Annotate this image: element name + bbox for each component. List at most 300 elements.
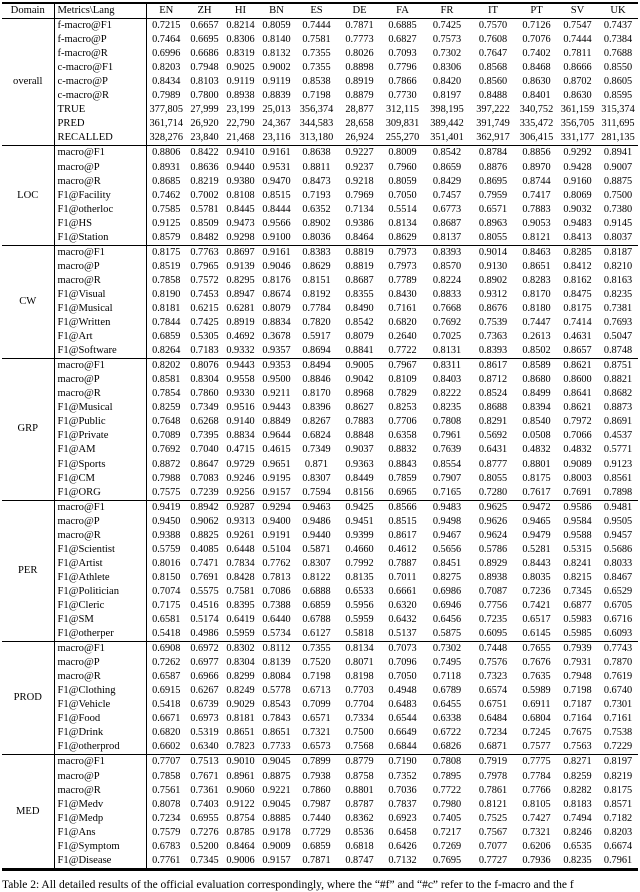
column-header: UK — [610, 5, 626, 16]
value-cell: 0.871 — [304, 458, 329, 470]
table-row — [2, 359, 638, 374]
value-cell: 0.7050 — [388, 671, 417, 683]
metric-cell: F1@Food — [54, 712, 146, 726]
value-cell: 0.6268 — [190, 416, 219, 428]
value-cell: 0.8968 — [345, 388, 374, 400]
value-cell: 0.6946 — [432, 599, 462, 611]
value-cell: 0.7989 — [152, 90, 181, 102]
value-cell: 0.8259 — [152, 402, 181, 414]
value-cell: 0.9032 — [563, 203, 592, 215]
value-cell: 0.7276 — [190, 826, 219, 838]
value-cell: 0.8304 — [190, 374, 219, 386]
value-cell: 0.6657 — [190, 20, 219, 32]
value-cell: 0.7762 — [262, 557, 291, 569]
value-cell: 0.8443 — [522, 557, 551, 569]
value-cell: 0.9625 — [478, 501, 508, 513]
metric-cell: F1@Private — [54, 429, 146, 443]
value-cell: 0.6671 — [152, 713, 181, 725]
metric-cell: F1@Visual — [54, 288, 146, 302]
value-cell: 0.8651 — [262, 727, 291, 739]
value-cell: 0.8473 — [302, 175, 331, 187]
value-cell: 0.5989 — [522, 685, 551, 697]
value-cell: 0.5137 — [388, 628, 417, 640]
value-cell: 0.7693 — [603, 317, 633, 329]
metric-cell: macro@R — [54, 274, 146, 288]
value-cell: 0.7352 — [388, 770, 417, 782]
value-cell: 0.9246 — [226, 472, 255, 484]
value-cell: 0.5200 — [190, 840, 219, 852]
table-row — [2, 19, 638, 34]
value-cell: 0.8175 — [563, 302, 592, 314]
metric-cell: macro@F1 — [54, 146, 146, 161]
value-cell: 0.9451 — [345, 515, 374, 527]
table-row — [2, 89, 638, 103]
value-cell: 0.6649 — [388, 727, 417, 739]
table-row — [2, 613, 638, 627]
value-cell: 0.8105 — [522, 798, 551, 810]
value-cell: 0.7076 — [522, 34, 551, 46]
value-cell: 0.9046 — [262, 260, 291, 272]
value-cell: 0.7860 — [302, 784, 331, 796]
value-cell: 0.9060 — [226, 784, 255, 796]
table-row — [2, 712, 638, 726]
value-cell: 0.8176 — [262, 274, 291, 286]
value-cell: 0.7175 — [152, 599, 181, 611]
value-cell: 26,920 — [190, 118, 219, 130]
column-header: Domain — [2, 3, 54, 19]
metric-cell: F1@Software — [54, 344, 146, 359]
value-cell: 0.7395 — [190, 430, 219, 442]
value-cell: 0.7280 — [478, 486, 508, 498]
value-cell: 0.7688 — [603, 48, 633, 60]
value-cell: 0.8121 — [522, 231, 551, 243]
metric-cell: F1@Medv — [54, 798, 146, 812]
value-cell: 0.8941 — [603, 147, 633, 159]
value-cell: 0.7617 — [522, 486, 551, 498]
value-cell: 0.8538 — [302, 76, 331, 88]
value-cell: 0.6127 — [302, 628, 331, 640]
table-row — [2, 373, 638, 387]
value-cell: 0.7730 — [388, 90, 417, 102]
value-cell: 0.9443 — [262, 402, 291, 414]
value-cell: 0.7883 — [522, 203, 551, 215]
value-cell: 0.8694 — [302, 345, 331, 357]
value-cell: 0.9221 — [262, 784, 291, 796]
value-cell: 0.5771 — [603, 444, 633, 456]
value-cell: 0.7961 — [432, 430, 462, 442]
value-cell: 0.7870 — [603, 657, 633, 669]
value-cell: 0.7234 — [478, 727, 508, 739]
value-cell: 0.4660 — [345, 543, 374, 555]
value-cell: 0.8033 — [603, 557, 633, 569]
metric-cell: macro@P — [54, 161, 146, 175]
value-cell: 0.8509 — [190, 217, 219, 229]
domain-section — [2, 642, 638, 755]
value-cell: 0.8445 — [226, 203, 255, 215]
table-row — [2, 599, 638, 613]
metric-cell: f-macro@R — [54, 47, 146, 61]
value-cell: 0.9588 — [563, 529, 592, 541]
value-cell: 0.9357 — [262, 345, 291, 357]
value-cell: 0.7843 — [262, 713, 291, 725]
value-cell: 0.7217 — [432, 826, 462, 838]
value-cell: 0.7547 — [563, 20, 592, 32]
value-cell: 0.8879 — [345, 90, 374, 102]
value-cell: 0.8819 — [345, 246, 374, 258]
value-cell: 0.7302 — [432, 48, 462, 60]
value-cell: 0.8428 — [226, 571, 255, 583]
value-cell: 0.8839 — [262, 90, 291, 102]
value-cell: 0.9481 — [603, 501, 633, 513]
value-cell: 0.8468 — [522, 62, 551, 74]
value-cell: 0.7363 — [478, 331, 508, 343]
table-row — [2, 274, 638, 288]
value-cell: 0.9624 — [478, 529, 508, 541]
value-cell: 0.9516 — [226, 402, 255, 414]
value-cell: 0.8571 — [603, 798, 633, 810]
metric-cell: macro@R — [54, 670, 146, 684]
column-header: BN — [269, 5, 284, 16]
value-cell: 0.9380 — [226, 175, 255, 187]
value-cell: 0.7691 — [563, 486, 592, 498]
table-row — [2, 429, 638, 443]
value-cell: 0.9353 — [262, 360, 291, 372]
value-cell: 0.9457 — [603, 529, 633, 541]
metric-cell: macro@P — [54, 770, 146, 784]
value-cell: 0.8383 — [302, 246, 331, 258]
value-cell: 0.8856 — [522, 147, 551, 159]
value-cell: 0.6820 — [152, 727, 181, 739]
column-header: Metrics\Lang — [54, 3, 146, 19]
value-cell: 0.8605 — [603, 76, 633, 88]
value-cell: 335,472 — [519, 118, 554, 130]
table-row — [2, 458, 638, 472]
value-cell: 0.7961 — [603, 854, 633, 866]
value-cell: 0.4986 — [190, 628, 219, 640]
value-cell: 0.9479 — [522, 529, 551, 541]
value-cell: 0.8947 — [226, 288, 255, 300]
value-cell: 0.8568 — [478, 62, 508, 74]
value-cell: 0.6818 — [345, 840, 374, 852]
value-cell: 0.8747 — [345, 854, 374, 866]
value-cell: 0.9626 — [478, 515, 508, 527]
value-cell: 0.7345 — [563, 585, 592, 597]
value-cell: 0.8267 — [302, 416, 331, 428]
value-cell: 0.8181 — [152, 302, 181, 314]
value-cell: 0.9388 — [152, 529, 181, 541]
value-cell: 0.8680 — [522, 374, 551, 386]
value-cell: 0.8784 — [478, 147, 508, 159]
metric-cell: F1@SM — [54, 613, 146, 627]
value-cell: 0.8898 — [345, 62, 374, 74]
value-cell: 0.8787 — [345, 798, 374, 810]
value-cell: 0.9440 — [226, 161, 255, 173]
table-row — [2, 316, 638, 330]
table-row — [2, 755, 638, 770]
value-cell: 0.6686 — [190, 48, 219, 60]
value-cell: 0.8873 — [603, 402, 633, 414]
value-cell: 0.8069 — [563, 189, 592, 201]
value-cell: 0.7647 — [478, 48, 508, 60]
value-cell: 0.6888 — [302, 585, 331, 597]
value-cell: 0.6804 — [522, 713, 551, 725]
metric-cell: F1@Public — [54, 415, 146, 429]
value-cell: 0.9470 — [262, 175, 291, 187]
metric-cell: macro@R — [54, 387, 146, 401]
value-cell: 0.7494 — [563, 812, 592, 824]
table-row — [2, 798, 638, 812]
value-cell: 0.8319 — [226, 48, 255, 60]
value-cell: 0.7087 — [478, 585, 508, 597]
metric-cell: F1@otherper — [54, 627, 146, 642]
value-cell: 0.8187 — [603, 246, 633, 258]
value-cell: 0.9100 — [262, 231, 291, 243]
value-cell: 0.7581 — [226, 585, 255, 597]
value-cell: 0.8036 — [302, 231, 331, 243]
value-cell: 0.8192 — [302, 288, 331, 300]
value-cell: 0.5875 — [432, 628, 462, 640]
value-cell: 25,013 — [262, 104, 291, 116]
metric-cell: macro@F1 — [54, 245, 146, 260]
value-cell: 0.9029 — [226, 699, 255, 711]
value-cell: 0.8134 — [345, 643, 374, 655]
value-cell: 0.9227 — [345, 147, 374, 159]
metric-cell: macro@R — [54, 784, 146, 798]
table-row — [2, 33, 638, 47]
value-cell: 0.9161 — [262, 147, 291, 159]
value-cell: 0.7766 — [522, 784, 551, 796]
value-cell: 0.8600 — [563, 374, 592, 386]
value-cell: 306,415 — [519, 132, 554, 144]
value-cell: 0.8271 — [563, 756, 592, 768]
value-cell: 0.8197 — [432, 90, 462, 102]
value-cell: 0.5983 — [563, 614, 592, 626]
value-cell: 0.6859 — [302, 599, 331, 611]
value-cell: 0.8134 — [388, 217, 417, 229]
metric-cell: TRUE — [54, 103, 146, 117]
value-cell: 0.6885 — [388, 20, 417, 32]
value-cell: 0.9428 — [563, 161, 592, 173]
value-cell: 0.8629 — [302, 260, 331, 272]
value-cell: 0.8103 — [190, 76, 219, 88]
value-cell: 0.7118 — [433, 671, 461, 683]
value-cell: 0.7692 — [432, 317, 462, 329]
value-cell: 0.6215 — [190, 302, 219, 314]
metric-cell: F1@Art — [54, 330, 146, 344]
value-cell: 313,180 — [299, 132, 334, 144]
value-cell: 0.7302 — [432, 643, 462, 655]
value-cell: 0.7692 — [152, 444, 181, 456]
value-cell: 0.8355 — [345, 288, 374, 300]
value-cell: 0.7775 — [522, 756, 551, 768]
value-cell: 0.8304 — [226, 657, 255, 669]
value-cell: 0.9119 — [262, 76, 291, 88]
column-header: DE — [352, 5, 367, 16]
value-cell: 0.7789 — [388, 274, 417, 286]
value-cell: 311,695 — [601, 118, 635, 130]
value-cell: 0.4537 — [603, 430, 633, 442]
value-cell: 0.6419 — [226, 614, 255, 626]
domain-section — [2, 146, 638, 245]
value-cell: 0.8938 — [226, 90, 255, 102]
value-cell: 0.8758 — [345, 770, 374, 782]
value-cell: 0.6966 — [190, 671, 219, 683]
table-row — [2, 627, 638, 642]
value-cell: 0.8627 — [345, 402, 374, 414]
value-cell: 0.7380 — [603, 203, 633, 215]
value-cell: 0.8131 — [432, 345, 462, 357]
value-cell: 0.7570 — [478, 20, 508, 32]
value-cell: 0.7388 — [262, 599, 291, 611]
metric-cell: F1@Musical — [54, 302, 146, 316]
value-cell: 0.6145 — [522, 628, 551, 640]
value-cell: 21,468 — [226, 132, 255, 144]
value-cell: 0.9161 — [262, 246, 291, 258]
value-cell: 0.7899 — [302, 756, 331, 768]
value-cell: 0.7858 — [152, 770, 181, 782]
value-cell: 0.8536 — [345, 826, 374, 838]
table-row — [2, 75, 638, 89]
value-cell: 0.8676 — [478, 302, 508, 314]
value-cell: 0.9294 — [262, 501, 291, 513]
value-cell: 0.8832 — [388, 444, 417, 456]
value-cell: 0.8657 — [563, 345, 592, 357]
value-cell: 0.6716 — [603, 614, 633, 626]
value-cell: 391,749 — [476, 118, 510, 130]
table-row — [2, 826, 638, 840]
value-cell: 0.4832 — [563, 444, 592, 456]
value-cell: 0.8026 — [345, 48, 374, 60]
value-cell: 0.5818 — [345, 628, 374, 640]
value-cell: 0.7581 — [302, 34, 331, 46]
value-cell: 0.5174 — [190, 614, 219, 626]
value-cell: 0.7969 — [345, 189, 374, 201]
value-cell: 0.8638 — [302, 147, 331, 159]
value-cell: 0.8929 — [478, 557, 508, 569]
value-cell: 0.9287 — [226, 501, 255, 513]
metric-cell: F1@Athlete — [54, 571, 146, 585]
column-header: HI — [234, 5, 247, 16]
value-cell: 0.8581 — [152, 374, 181, 386]
value-cell: 0.6581 — [152, 614, 181, 626]
value-cell: 0.7973 — [388, 260, 417, 272]
table-row — [2, 61, 638, 75]
value-cell: 0.7703 — [345, 685, 374, 697]
table-row — [2, 117, 638, 131]
metric-cell: F1@otherprod — [54, 740, 146, 755]
domain-cell: PER — [2, 500, 54, 641]
value-cell: 0.8697 — [226, 246, 255, 258]
value-cell: 0.5759 — [152, 543, 181, 555]
value-cell: 0.7704 — [345, 699, 374, 711]
value-cell: 0.9053 — [522, 217, 551, 229]
value-cell: 0.8821 — [603, 374, 633, 386]
value-cell: 0.6674 — [603, 840, 633, 852]
value-cell: 0.6973 — [190, 713, 219, 725]
domain-section — [2, 755, 638, 869]
value-cell: 0.8140 — [262, 34, 291, 46]
metric-cell: c-macro@P — [54, 75, 146, 89]
value-cell: 0.8751 — [603, 360, 633, 372]
value-cell: 0.9014 — [478, 246, 508, 258]
table-header — [2, 3, 638, 19]
value-cell: 0.4832 — [522, 444, 551, 456]
value-cell: 0.6824 — [302, 430, 331, 442]
value-cell: 0.6352 — [302, 203, 331, 215]
value-cell: 0.6095 — [478, 628, 508, 640]
value-cell: 0.8412 — [563, 260, 592, 272]
value-cell: 0.6484 — [478, 713, 508, 725]
value-cell: 0.9400 — [262, 515, 291, 527]
value-cell: 0.9729 — [226, 458, 255, 470]
value-cell: 0.8636 — [190, 161, 219, 173]
value-cell: 0.7453 — [190, 288, 219, 300]
value-cell: 0.8801 — [345, 784, 374, 796]
value-cell: 0.8109 — [388, 374, 417, 386]
value-cell: 0.8687 — [345, 274, 374, 286]
value-cell: 0.8139 — [262, 657, 291, 669]
metric-cell: F1@AM — [54, 443, 146, 457]
value-cell: 0.9037 — [345, 444, 374, 456]
value-cell: 0.7040 — [190, 444, 219, 456]
value-cell: 0.9586 — [563, 501, 592, 513]
value-cell: 309,831 — [385, 118, 420, 130]
value-cell: 0.7796 — [388, 62, 417, 74]
value-cell: 0.4715 — [226, 444, 255, 456]
value-cell: 0.7093 — [388, 48, 417, 60]
value-cell: 0.6977 — [190, 657, 219, 669]
value-cell: 0.9025 — [226, 62, 255, 74]
value-cell: 0.7967 — [388, 360, 417, 372]
table-row — [2, 571, 638, 585]
value-cell: 0.8396 — [302, 402, 331, 414]
value-cell: 0.7671 — [190, 770, 219, 782]
value-cell: 0.7066 — [563, 430, 592, 442]
value-cell: 0.8621 — [563, 360, 592, 372]
value-cell: 0.9237 — [345, 161, 374, 173]
value-cell: 0.7500 — [603, 189, 633, 201]
value-cell: 0.7520 — [302, 657, 331, 669]
value-cell: 0.6533 — [345, 585, 374, 597]
value-cell: 0.7198 — [563, 685, 592, 697]
value-cell: 0.9139 — [226, 260, 255, 272]
metric-cell: macro@F1 — [54, 755, 146, 770]
value-cell: 0.7871 — [345, 20, 374, 32]
value-cell: 0.8283 — [522, 274, 551, 286]
metric-cell: F1@ORG — [54, 486, 146, 501]
value-cell: 344,583 — [299, 118, 334, 130]
value-cell: 0.8224 — [432, 274, 462, 286]
value-cell: 0.7355 — [302, 48, 331, 60]
table-row — [2, 161, 638, 175]
table-row — [2, 217, 638, 231]
table-row — [2, 770, 638, 784]
metric-cell: f-macro@F1 — [54, 19, 146, 34]
value-cell: 0.7345 — [190, 854, 219, 866]
value-cell: 0.6431 — [478, 444, 508, 456]
metric-cell: F1@Written — [54, 316, 146, 330]
value-cell: 0.7513 — [190, 756, 219, 768]
value-cell: 0.0508 — [522, 430, 551, 442]
value-cell: 0.8695 — [478, 175, 508, 187]
value-cell: 0.8801 — [522, 458, 551, 470]
value-cell: 0.8084 — [262, 671, 291, 683]
value-cell: 0.9363 — [345, 458, 374, 470]
table-row — [2, 840, 638, 854]
value-cell: 0.8543 — [262, 699, 291, 711]
value-cell: 0.7448 — [478, 643, 508, 655]
value-cell: 0.7948 — [190, 62, 219, 74]
